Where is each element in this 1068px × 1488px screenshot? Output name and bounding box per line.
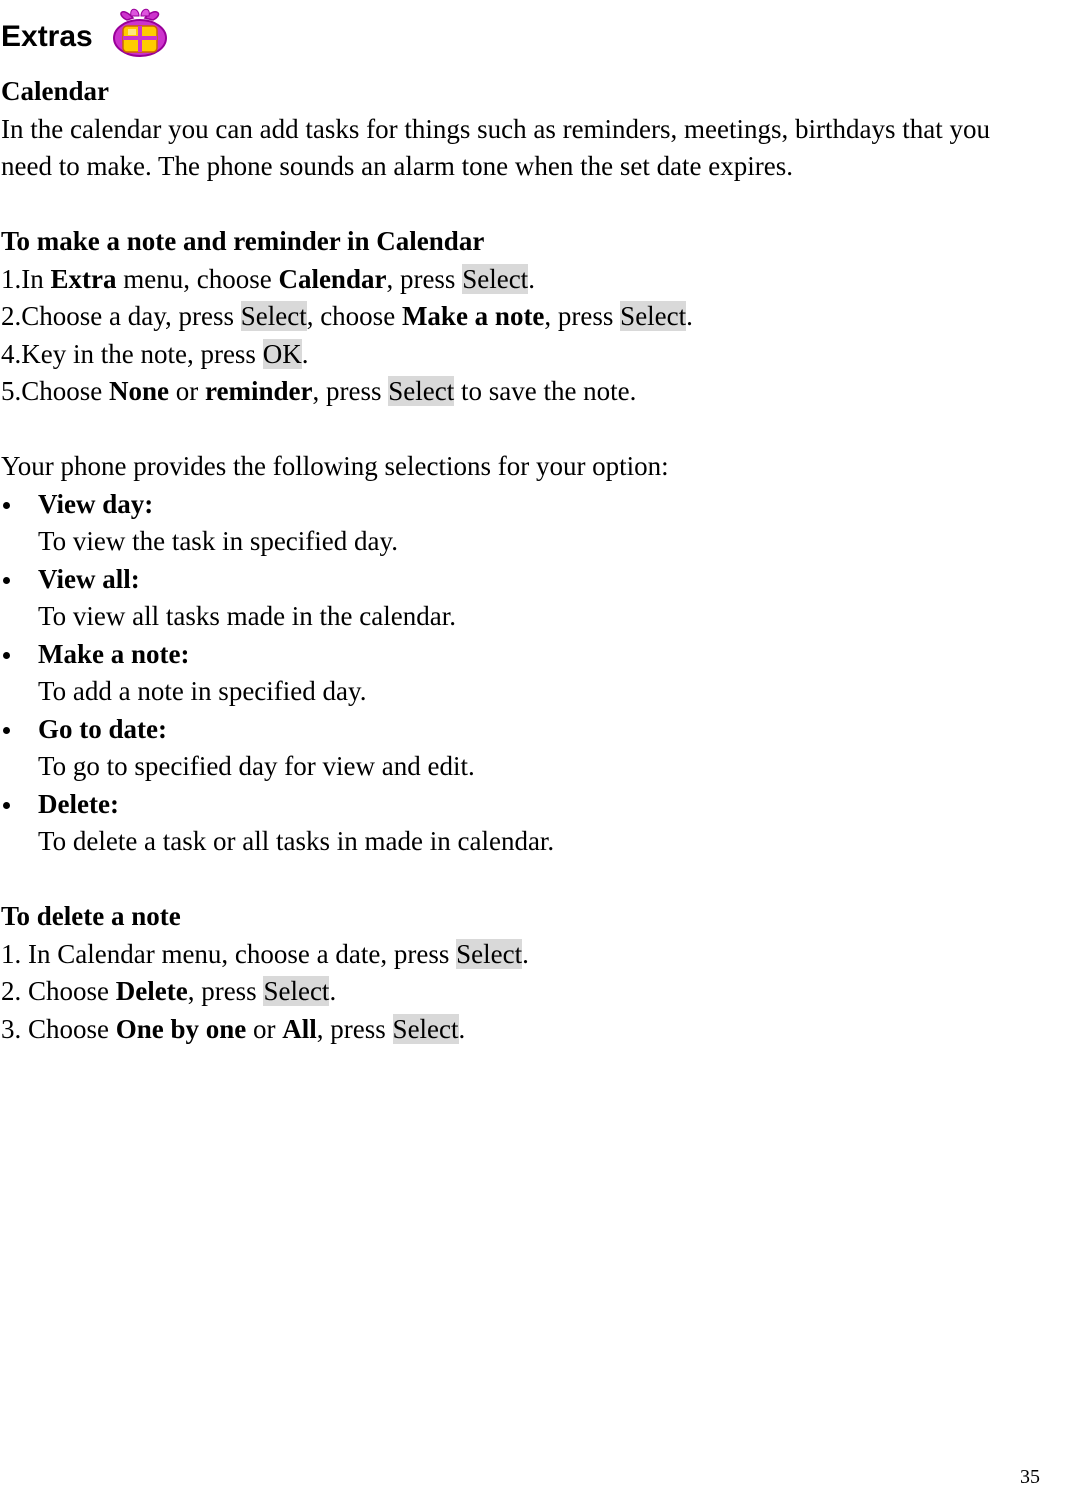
make-note-step-1: 1.In Extra menu, choose Calendar, press Select.: [1, 263, 535, 294]
calendar-intro-line-2: need to make. The phone sounds an alarm tone when the set date expires.: [1, 151, 794, 181]
option-item: View day:: [1, 486, 1067, 524]
select-key-label: Select: [392, 1013, 459, 1044]
make-note-step-4: 4.Key in the note, press OK.: [1, 338, 309, 369]
bullet-icon: [3, 727, 10, 734]
calendar-heading: Calendar: [1, 76, 109, 106]
delete-note-step-1: 1. In Calendar menu, choose a date, press Select.: [1, 938, 529, 969]
page-number: 35: [1020, 1466, 1040, 1488]
option-item: Make a note:: [1, 636, 1067, 674]
section-header: [1, 2, 173, 62]
select-key-label: Select: [388, 376, 455, 406]
make-note-step-2: 2.Choose a day, press Select, choose Make a note, press Select.: [1, 301, 693, 331]
make-note-heading: To make a note and reminder in Calendar: [1, 226, 485, 256]
bullet-icon: [3, 577, 10, 584]
delete-note-step-2: 2. Choose Delete, press Select.: [1, 976, 337, 1006]
gift-icon: [109, 4, 173, 60]
select-key-label: Select: [462, 263, 529, 294]
option-description: To delete a task or all tasks in made in calendar.: [38, 826, 555, 856]
make-note-step-5: 5.Choose None or reminder, press Select to save the note.: [1, 376, 637, 406]
select-key-label: Select: [240, 301, 307, 331]
select-key-label: Select: [620, 301, 687, 331]
option-description: To add a note in specified day.: [38, 676, 367, 706]
select-key-label: Select: [263, 976, 330, 1006]
calendar-intro-line-1: In the calendar you can add tasks for things such as reminders, meetings, birthdays that you: [1, 113, 990, 144]
page-title: Extras: [1, 20, 93, 53]
option-item: View all:: [1, 561, 1067, 599]
options-intro: Your phone provides the following selections for your option:: [1, 451, 669, 481]
page-content: [1, 73, 1067, 1048]
ok-key-label: OK: [262, 338, 302, 369]
delete-note-step-3: 3. Choose One by one or All, press Select.: [1, 1013, 466, 1044]
option-item: Delete:: [1, 786, 1067, 824]
option-description: To go to specified day for view and edit.: [38, 751, 475, 781]
bullet-icon: [3, 652, 10, 659]
bullet-icon: [3, 802, 10, 809]
option-description: To view all tasks made in the calendar.: [38, 601, 456, 631]
option-item: Go to date:: [1, 711, 1067, 749]
bullet-icon: [3, 502, 10, 509]
delete-note-heading: To delete a note: [1, 901, 181, 931]
select-key-label: Select: [456, 938, 523, 969]
option-description: To view the task in specified day.: [38, 526, 399, 556]
